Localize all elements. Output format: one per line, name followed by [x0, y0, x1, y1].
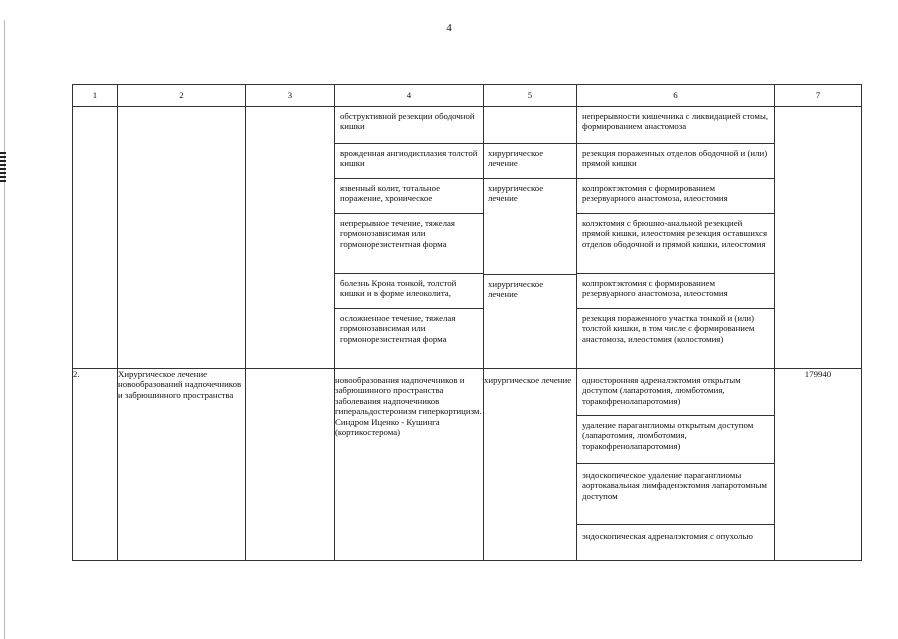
row-number: 2.	[73, 369, 118, 561]
diagnosis-item: осложненное течение, тяжелая гормонозависимая или гормонорезистентная форма	[340, 313, 456, 344]
treatment-cell: хирургическое лечение	[484, 369, 577, 561]
col-header-3: 3	[246, 85, 335, 107]
price-value: 179940	[775, 369, 862, 561]
diagnosis-cell: новообразования надпочечников и забрюшинного пространства заболевания надпочечников гиперальдостеронизм гиперкортицизм. Синдром Иценко - Кушинга (кортикостерома)	[335, 369, 484, 561]
method-item: колэктомия с брюшно-анальной резекцией прямой кишки, илеостомия резекция оставшихся отделов ободочной и прямой кишки, илеостомия	[577, 214, 774, 274]
col-header-5: 5	[484, 85, 577, 107]
method-item: эндоскопическое удаление параганглиомы аортокавальная лимфаденэктомия лапаротомным доступом	[577, 464, 774, 525]
continuation-row	[73, 107, 862, 369]
table-row	[73, 369, 862, 561]
method-item: непрерывности кишечника с ликвидацией стомы, формированием анастомоза	[577, 107, 774, 144]
method-item: колпроктэктомия с формированием резервуарного анастомоза, илеостомия	[577, 274, 774, 309]
methods-cell	[577, 369, 775, 561]
continuation-name-cell	[118, 107, 246, 369]
diagnosis-item: болезнь Крона тонкой, толстой кишки и в форме илеоколита,	[335, 274, 483, 309]
treatment-item: хирургическое лечение	[488, 183, 544, 204]
continuation-diagnosis-cell	[335, 107, 484, 369]
diagnosis-item: непрерывное течение, тяжелая гормонозависимая или гормонорезистентная форма	[335, 214, 483, 274]
continuation-price-cell	[775, 107, 862, 369]
page-number: 4	[446, 22, 452, 34]
treatment-item: хирургическое лечение	[484, 274, 576, 368]
page-margin-rule	[4, 20, 5, 639]
method-item: удаление параганглиомы открытым доступом (лапаротомия, люмботомия, торакофренолапаротомия)	[577, 416, 774, 464]
continuation-method-cell	[577, 107, 775, 369]
method-item: эндоскопическая адреналэктомия с опухолью	[582, 531, 753, 541]
treatment-item: хирургическое лечение	[484, 144, 576, 179]
method-item: односторонняя адреналэктомия открытым доступом (лапаротомия, люмботомия, торакофренолапаротомия)	[577, 369, 774, 416]
procedure-name: Хирургическое лечение новообразований надпочечников и забрюшинного пространства	[118, 369, 246, 561]
procedure-code-cell	[246, 369, 335, 561]
method-item: резекция пораженного участка тонкой и (или) толстой кишки, в том числе с формированием анастомоза, илеостомия (колостомия)	[582, 313, 755, 344]
col-header-4: 4	[335, 85, 484, 107]
col-header-1: 1	[73, 85, 118, 107]
col-header-2: 2	[118, 85, 246, 107]
column-number-row	[73, 85, 862, 107]
diagnosis-item: обструктивной резекции ободочной кишки	[335, 107, 483, 144]
treatment-item	[484, 107, 576, 144]
col-header-7: 7	[775, 85, 862, 107]
procedures-table	[72, 84, 862, 561]
method-item: резекция пораженных отделов ободочной и (или) прямой кишки	[577, 144, 774, 179]
col-header-6: 6	[577, 85, 775, 107]
method-item: колпроктэктомия с формированием резервуарного анастомоза, илеостомия	[577, 179, 774, 214]
binding-mark	[0, 152, 6, 182]
continuation-treatment-cell	[484, 107, 577, 369]
diagnosis-item: язвенный колит, тотальное поражение, хроническое	[335, 179, 483, 214]
continuation-code-cell	[246, 107, 335, 369]
diagnosis-item: врожденная ангиодисплазия толстой кишки	[335, 144, 483, 179]
continuation-number-cell	[73, 107, 118, 369]
